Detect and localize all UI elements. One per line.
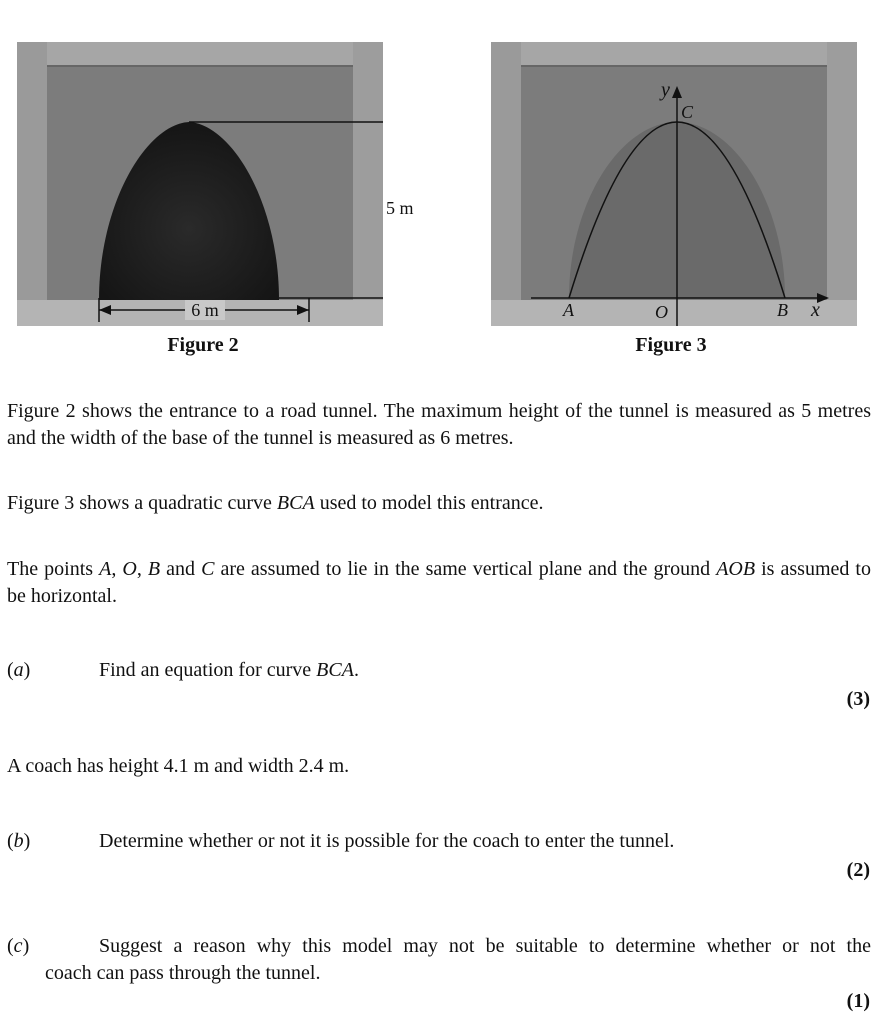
axis-x-label: x [811,299,820,321]
intro-paragraph-1: Figure 2 shows the entrance to a road tunnel. The maximum height of the tunnel is measured as 5 metres and the width of the base of the tunnel is measured as 6 metres. [7,400,871,449]
question-c-text-line2: coach can pass through the tunnel. [45,962,321,984]
axis-y-label: y [661,79,670,101]
intro-paragraph-2: Figure 3 shows a quadratic curve BCA used to model this entrance. [7,492,544,514]
point-a-label: A [563,300,574,320]
intro-paragraph-3: The points A, O, B and C are assumed to lie in the same vertical plane and the ground AOB is assumed to be horizontal. [7,558,871,607]
question-a-marks: (3) [846,688,870,710]
height-label: 5 m [386,198,414,218]
question-b-text: Determine whether or not it is possible for the coach to enter the tunnel. [99,830,675,852]
point-b-label: B [777,300,788,320]
question-b-label: (b) [7,830,31,852]
question-c-text-line1: Suggest a reason why this model may not be suitable to determine whether or not the [99,935,871,957]
figure-2-tunnel-photo [17,42,383,326]
point-o-label: O [655,302,668,322]
figure-2-caption: Figure 2 [167,334,239,356]
question-c-marks: (1) [846,990,870,1012]
question-c-label: (c) [7,935,30,957]
question-a-text: Find an equation for curve BCA. [99,659,359,681]
width-label: 6 m [191,300,219,320]
coach-statement: A coach has height 4.1 m and width 2.4 m. [7,755,350,777]
figure-3-model-diagram [491,42,857,326]
question-b-marks: (2) [846,859,870,881]
point-c-label: C [681,102,694,122]
question-a-label: (a) [7,659,31,681]
figure-3-caption: Figure 3 [635,334,707,356]
